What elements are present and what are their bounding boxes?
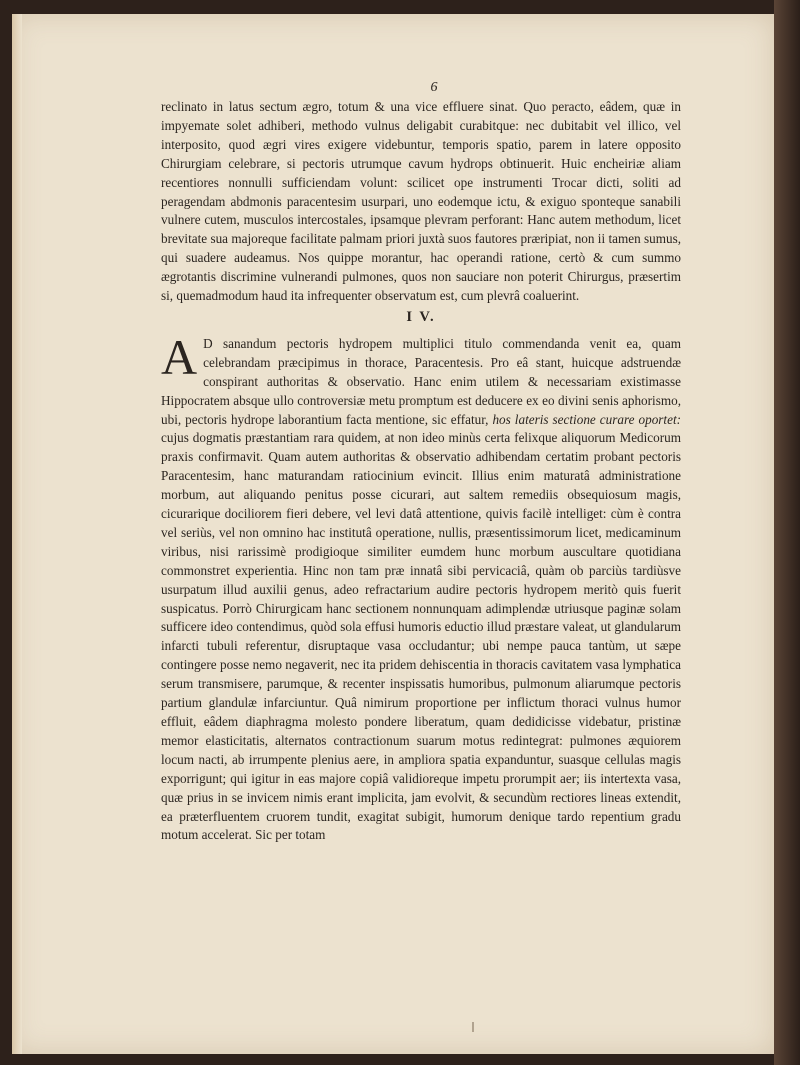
page-edge — [12, 14, 22, 1054]
page-text-block — [161, 78, 681, 845]
paragraph-1: reclinato in latus sectum ægro, totum & una vice effluere sinat. Quo peracto, eâdem, quæ in impyemate solet adhiberi, methodo vulnus deligabit curabitque: nec dubitabit vel illico, vel interposito, quod ægri vires exigere videbuntur, temporis spatio, parem in latere opposito Chirurgiam celebrare, si pectoris utrumque cavum hydrops obtinuerit. Huic encheiriæ aliam recentiores nonnulli sufficiendam volunt: scilicet ope instrumenti Trocar dicti, soliti ad peragendam abdmonis paracentesim usurpari, uno eodemque ictu, & exiguo sponteque sanabili vulnere cutem, musculos intercostales, ipsamque plevram perforant: Hanc autem methodum, licet brevitate sua majoreque facilitate palmam priori juxtà suos fautores præripiat, non ii tamen sumus, qui suadere audeamus. Nos quippe morantur, hac operandi ratione, certò & cum summo ægrotantis discrimine vulnerandi pulmones, quos non sauciare non poterit Chirurgus, præsertim si, quemadmodum haud ita infrequenter observatum est, cum plevrâ coaluerint. — [161, 99, 681, 304]
paragraph-2-italic-quote: hos lateris sectione curare oportet: — [492, 411, 681, 427]
section-heading: I V. — [406, 308, 436, 325]
paragraph-2-text-a: D sanandum pectoris hydropem multiplici titulo commendanda venit ea, quam celebrandam præcipimus in thorace, Paracentesis. Pro eâ stant, huicque adstruendæ conspirant authoritas & observatio. Hanc enim utilem & necessariam existimasse Hippocratem absque ullo controversiæ metu promptum est deducere ex eo divini senis aphorismo, ubi, pectoris hydrope laborantium facta mentione, sic effatur, — [161, 335, 681, 427]
paper-mark — [472, 1022, 474, 1032]
drop-cap: A — [161, 328, 198, 385]
paragraph-2 — [161, 328, 681, 845]
page-number: 6 — [430, 80, 438, 95]
book-spine-edge — [774, 0, 800, 1065]
paragraph-2-text-b: cujus dogmatis præstantiam rara quidem, at non ideo minùs certa felixque aliquorum Medicorum praxis confirmavit. Quam autem authoritas & observatio adhibendam certatim probant pectoris Paracentesim, hanc maturandam ratiocinium evincit. Illius enim maturatâ administratione morbum, aut aliquando penitus posse cicurari, aut saltem remediis obsequiosum magis, cicurarique dociliorem fieri debere, vel levi datâ attentione, quivis facilè intelliget: cùm è contra vel seriùs, vel non omnino hac institutâ operatione, nullis, præsentissimorum licet, medicaminum viribus, nisi rarissimè prodigioque similiter eumdem hunc morbum auscultare quotidiana commonstret experientia. Hinc non tam præ innatâ sibi pervicaciâ, quàm ob parciùs tardiùsve usurpatum illud auxilii genus, adeo refractarium audire pectoris hydropem meritò quis fuerit suspicatus. Porrò Chirurgicam hanc sectionem nonnunquam adimplendæ utriusque paginæ solam sufficere ideo contendimus, quòd sola effusi humoris eductio illud præstare valeat, ut glandularum infarcti tubuli referentur, disruptaque vasa occludantur; ubi nempe pauca tantùm, ut sæpe contingere posse nemo negaverit, nec ita pridem dehiscentia in thoracis cavitatem vasa lymphatica serum transmisere, parumque, & recenter inspissatis humoribus, pulmonum aliarumque pectoris partium glandulæ infarciuntur. Quâ nimirum proportione per inflictum thoraci vulnus humor effluit, eâdem diaphragma molesto pondere liberatum, quam dedidicisse videbatur, pristinæ memor elasticitatis, alternatos contractionum suarum motus redintegrat: pulmones æquiorem locum nacti, ab irrumpente plenius aere, in ampliora spatia expanduntur, suasque cellulas magis exporrigunt; qui igitur in eas majore copiâ validioreque impetu prorumpit aer; iis intertexta vasa, quæ prius in se invicem nimis erant implicita, jam evolvit, & secundùm rectiores lineas extendit, ea præterfluentem cruorem tundit, exagitat subigit, humorum denique tardo repentium gradu motum accelerat. Sic per totam — [161, 430, 681, 843]
